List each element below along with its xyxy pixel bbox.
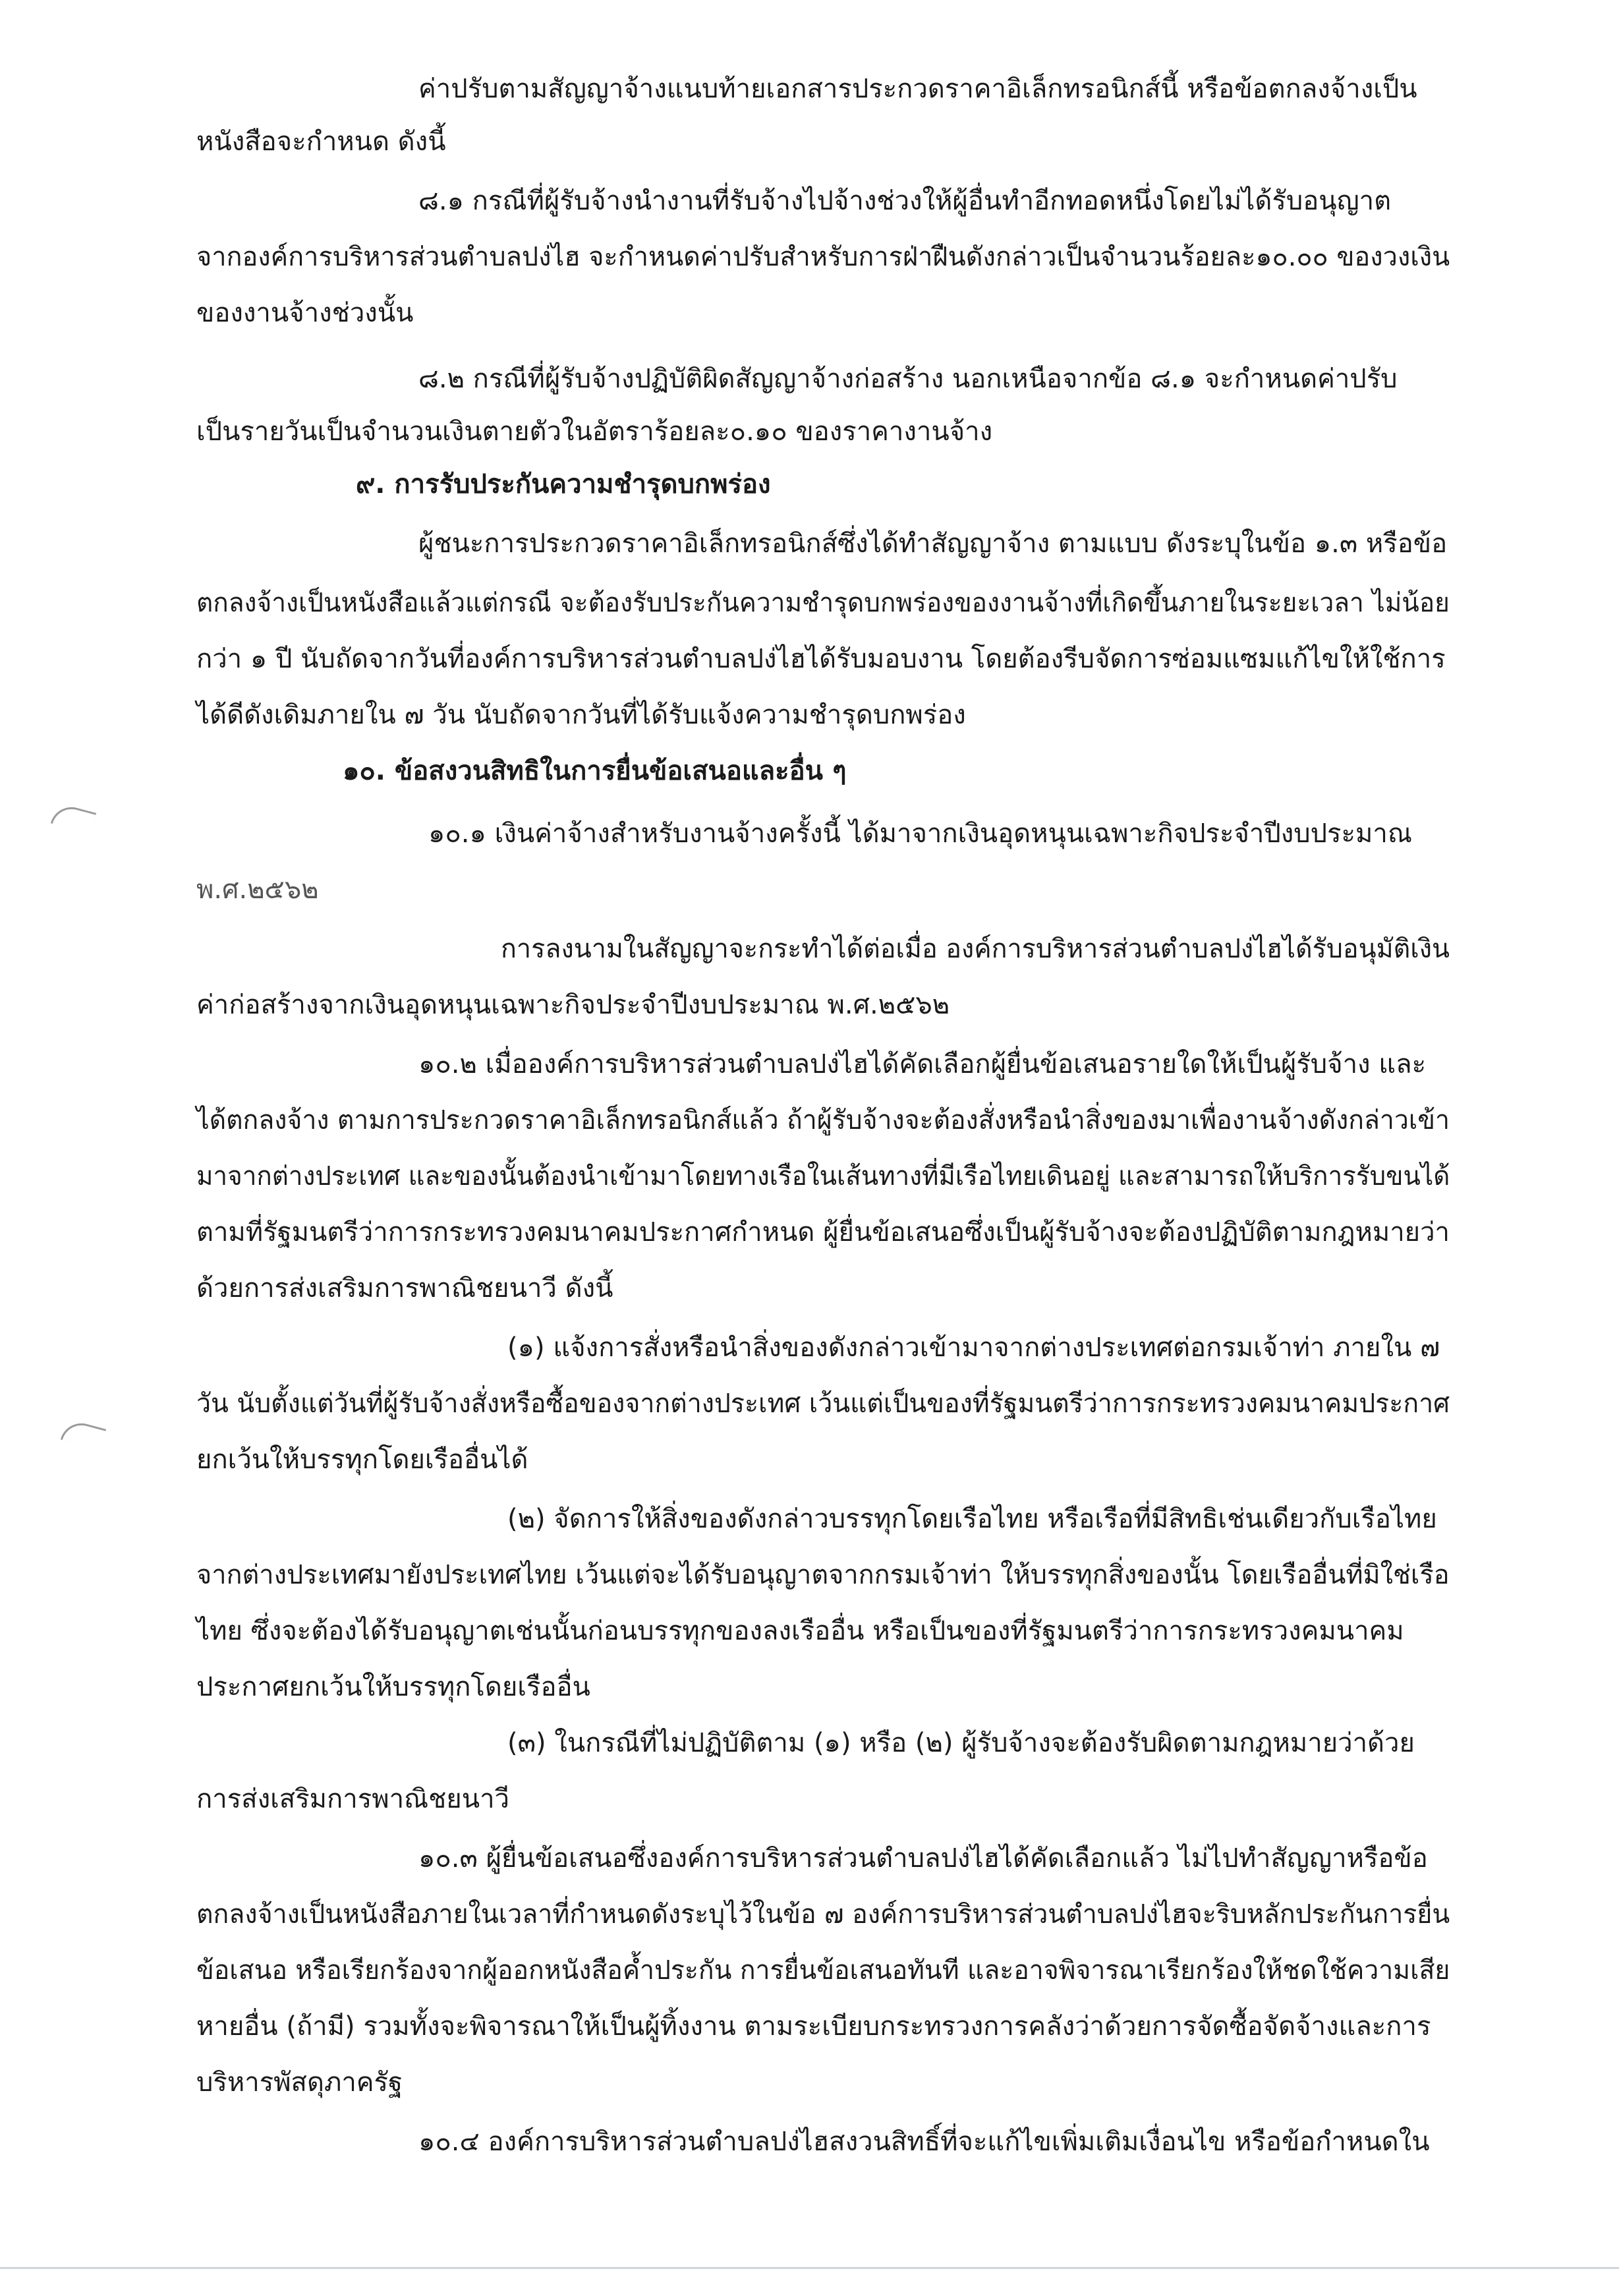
text-line: ด้วยการส่งเสริมการพาณิชยนาวี ดังนี้ — [196, 1273, 613, 1304]
text-line: ไทย ซึ่งจะต้องได้รับอนุญาตเช่นนั้นก่อนบรรทุกของลงเรืออื่น หรือเป็นของที่รัฐมนตรีว่าการกระทรวงคมนาคม — [196, 1616, 1404, 1646]
section-heading: ๙. การรับประกันความชำรุดบกพร่อง — [356, 469, 771, 500]
text-line: ประกาศยกเว้นให้บรรทุกโดยเรืออื่น — [196, 1672, 590, 1702]
text-line: การลงนามในสัญญาจะกระทำได้ต่อเมื่อ องค์การบริหารส่วนตำบลปง่ไฮได้รับอนุมัติเงิน — [501, 934, 1450, 964]
text-line: ๑๐.๔ องค์การบริหารส่วนตำบลปง่ไฮสงวนสิทธิ์ที่จะแก้ไขเพิ่มเติมเงื่อนไข หรือข้อกำหนดใน — [418, 2127, 1430, 2157]
text-line: ตกลงจ้างเป็นหนังสือภายในเวลาที่กำหนดดังระบุไว้ในข้อ ๗ องค์การบริหารส่วนตำบลปง่ไฮจะริบหลักประกันการยื่น — [196, 1899, 1450, 1930]
text-line: ค่าก่อสร้างจากเงินอุดหนุนเฉพาะกิจประจำปีงบประมาณ พ.ศ.๒๕๖๒ — [196, 990, 950, 1020]
text-line: ยกเว้นให้บรรทุกโดยเรืออื่นได้ — [196, 1445, 528, 1475]
text-line: การส่งเสริมการพาณิชยนาวี — [196, 1784, 509, 1814]
text-line: หนังสือจะกำหนด ดังนี้ — [196, 127, 446, 157]
text-line: (๓) ในกรณีที่ไม่ปฏิบัติตาม (๑) หรือ (๒) ผู้รับจ้างจะต้องรับผิดตามกฎหมายว่าด้วย — [507, 1728, 1415, 1758]
text-line: ๑๐.๓ ผู้ยื่นข้อเสนอซึ่งองค์การบริหารส่วนตำบลปง่ไฮได้คัดเลือกแล้ว ไม่ไปทำสัญญาหรือข้อ — [418, 1843, 1428, 1874]
text-line: ได้ดีดังเดิมภายใน ๗ วัน นับถัดจากวันที่ได้รับแจ้งความชำรุดบกพร่อง — [196, 700, 966, 730]
text-line: (๒) จัดการให้สิ่งของดังกล่าวบรรทุกโดยเรือไทย หรือเรือที่มีสิทธิเช่นเดียวกับเรือไทย — [507, 1504, 1437, 1534]
text-line: (๑) แจ้งการสั่งหรือนำสิ่งของดังกล่าวเข้ามาจากต่างประเทศต่อกรมเจ้าท่า ภายใน ๗ — [507, 1333, 1440, 1363]
text-line: ข้อเสนอ หรือเรียกร้องจากผู้ออกหนังสือค้ำประกัน การยื่นข้อเสนอทันที และอาจพิจารณาเรียกร้องให้ชดใช้ความเสีย — [196, 1955, 1450, 1986]
text-line: ได้ตกลงจ้าง ตามการประกวดราคาอิเล็กทรอนิกส์แล้ว ถ้าผู้รับจ้างจะต้องสั่งหรือนำสิ่งของมาเพื่องานจ้างดังกล่าวเข้า — [196, 1105, 1450, 1135]
text-line: ๘.๑ กรณีที่ผู้รับจ้างนำงานที่รับจ้างไปจ้างช่วงให้ผู้อื่นทำอีกทอดหนึ่งโดยไม่ได้รับอนุญาต — [418, 186, 1392, 216]
section-heading: ๑๐. ข้อสงวนสิทธิในการยื่นข้อเสนอและอื่น ๆ — [343, 756, 847, 786]
text-line: กว่า ๑ ปี นับถัดจากวันที่องค์การบริหารส่วนตำบลปง่ไฮได้รับมอบงาน โดยต้องรีบจัดการซ่อมแซมแก้ไขให้ใช้การ — [196, 644, 1446, 674]
page-bottom-rule — [0, 2267, 1619, 2269]
text-line: เป็นรายวันเป็นจำนวนเงินตายตัวในอัตราร้อยละ๐.๑๐ ของราคางานจ้าง — [196, 416, 993, 447]
text-line: มาจากต่างประเทศ และของนั้นต้องนำเข้ามาโดยทางเรือในเส้นทางที่มีเรือไทยเดินอยู่ และสามารถให้บริการรับขนได้ — [196, 1161, 1450, 1191]
text-line: ตามที่รัฐมนตรีว่าการกระทรวงคมนาคมประกาศกำหนด ผู้ยื่นข้อเสนอซึ่งเป็นผู้รับจ้างจะต้องปฏิบัติตามกฎหมายว่า — [196, 1217, 1450, 1248]
text-line: ๑๐.๑ เงินค่าจ้างสำหรับงานจ้างครั้งนี้ ได้มาจากเงินอุดหนุนเฉพาะกิจประจำปีงบประมาณ — [428, 818, 1412, 849]
text-line: ๑๐.๒ เมื่อองค์การบริหารส่วนตำบลปง่ไฮได้คัดเลือกผู้ยื่นข้อเสนอรายใดให้เป็นผู้รับจ้าง และ — [418, 1049, 1427, 1079]
text-line: หายอื่น (ถ้ามี) รวมทั้งจะพิจารณาให้เป็นผู้ทิ้งงาน ตามระเบียบกระทรวงการคลังว่าด้วยการจัดซื้อจัดจ้างและการ — [196, 2011, 1431, 2042]
text-line: ผู้ชนะการประกวดราคาอิเล็กทรอนิกส์ซึ่งได้ทำสัญญาจ้าง ตามแบบ ดังระบุในข้อ ๑.๓ หรือข้อ — [418, 529, 1448, 559]
text-line: บริหารพัสดุภาครัฐ — [196, 2067, 403, 2098]
text-line: ของงานจ้างช่วงนั้น — [196, 298, 414, 328]
text-line: ค่าปรับตามสัญญาจ้างแนบท้ายเอกสารประกวดราคาอิเล็กทรอนิกส์นี้ หรือข้อตกลงจ้างเป็น — [418, 74, 1417, 104]
text-line: พ.ศ.๒๕๖๒ — [196, 875, 319, 905]
text-line: ๘.๒ กรณีที่ผู้รับจ้างปฏิบัติผิดสัญญาจ้างก่อสร้าง นอกเหนือจากข้อ ๘.๑ จะกำหนดค่าปรับ — [418, 364, 1398, 394]
scan-mark — [61, 1418, 106, 1450]
text-line: ตกลงจ้างเป็นหนังสือแล้วแต่กรณี จะต้องรับประกันความชำรุดบกพร่องของงานจ้างที่เกิดขึ้นภายในระยะเวลา ไม่น้อย — [196, 588, 1450, 618]
scan-mark — [51, 802, 96, 834]
text-line: จากต่างประเทศมายังประเทศไทย เว้นแต่จะได้รับอนุญาตจากกรมเจ้าท่า ให้บรรทุกสิ่งของนั้น โดยเรืออื่นที่มิใช่เรือ — [196, 1560, 1450, 1590]
text-line: จากองค์การบริหารส่วนตำบลปง่ไฮ จะกำหนดค่าปรับสำหรับการฝ่าฝืนดังกล่าวเป็นจำนวนร้อยละ๑๐.๐๐ ของวงเงิน — [196, 242, 1450, 272]
text-line: วัน นับตั้งแต่วันที่ผู้รับจ้างสั่งหรือซื้อของจากต่างประเทศ เว้นแต่เป็นของที่รัฐมนตรีว่าการกระทรวงคมนาคมประกาศ — [196, 1389, 1450, 1419]
